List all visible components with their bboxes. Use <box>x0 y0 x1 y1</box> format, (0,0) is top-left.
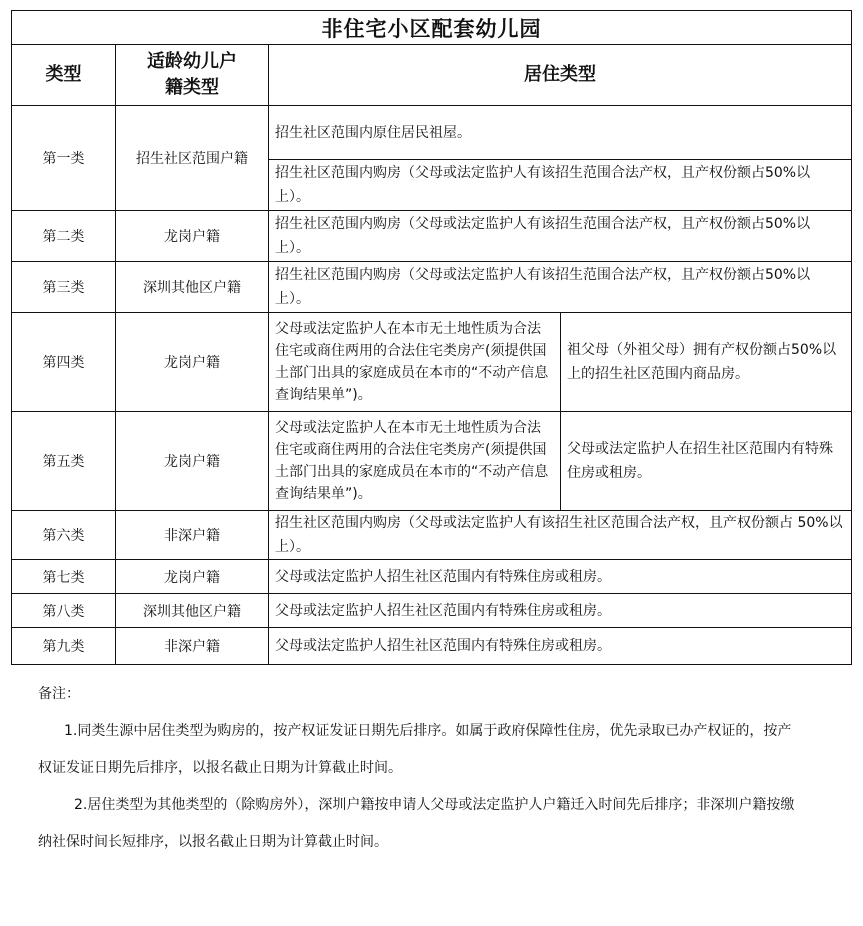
category-cell: 第四类 <box>12 313 116 412</box>
table-title: 非住宅小区配套幼儿园 <box>12 11 852 45</box>
hukou-cell: 深圳其他区户籍 <box>116 594 269 628</box>
hukou-cell: 龙岗户籍 <box>116 412 269 511</box>
hukou-cell: 深圳其他区户籍 <box>116 262 269 313</box>
residence-cell: 父母或法定监护人招生社区范围内有特殊住房或租房。 <box>269 594 852 628</box>
hukou-cell: 非深户籍 <box>116 511 269 560</box>
residence-cell: 招生社区范围内购房（父母或法定监护人有该招生范围合法产权，且产权份额占50%以上）。 <box>269 160 852 211</box>
header-hukou <box>116 45 269 106</box>
table-row <box>12 560 852 594</box>
table-row <box>12 511 852 560</box>
hukou-cell: 龙岗户籍 <box>116 560 269 594</box>
category-cell: 第八类 <box>12 594 116 628</box>
note-item: 1.同类生源中居住类型为购房的，按产权证发证日期先后排序。如属于政府保障性住房，优先录取已办产权证的，按产权证发证日期先后排序，以报名截止日期为计算截止时间。 <box>38 723 792 776</box>
table-row <box>12 313 852 412</box>
hukou-cell: 龙岗户籍 <box>116 211 269 262</box>
residence-right-cell: 父母或法定监护人在招生社区范围内有特殊住房或租房。 <box>561 412 852 511</box>
category-cell: 第九类 <box>12 628 116 665</box>
header-hukou-text: 适龄幼儿户籍类型 <box>147 51 237 98</box>
hukou-cell: 非深户籍 <box>116 628 269 665</box>
table-row <box>12 628 852 665</box>
header-residence: 居住类型 <box>269 45 852 106</box>
admission-table <box>11 10 852 665</box>
residence-cell: 父母或法定监护人招生社区范围内有特殊住房或租房。 <box>269 560 852 594</box>
residence-right-cell: 祖父母（外祖父母）拥有产权份额占50%以上的招生社区范围内商品房。 <box>561 313 852 412</box>
residence-left-cell: 父母或法定监护人在本市无土地性质为合法住宅或商住两用的合法住宅类房产(须提供国土部门出具的家庭成员在本市的“不动产信息查询结果单”)。 <box>269 412 561 511</box>
residence-left-cell: 父母或法定监护人在本市无土地性质为合法住宅或商住两用的合法住宅类房产(须提供国土部门出具的家庭成员在本市的“不动产信息查询结果单”)。 <box>269 313 561 412</box>
category-cell: 第三类 <box>12 262 116 313</box>
category-cell: 第五类 <box>12 412 116 511</box>
residence-cell: 父母或法定监护人招生社区范围内有特殊住房或租房。 <box>269 628 852 665</box>
category-cell: 第二类 <box>12 211 116 262</box>
header-type: 类型 <box>12 45 116 106</box>
notes-section <box>38 676 798 861</box>
table-row <box>12 106 852 160</box>
table-row <box>12 594 852 628</box>
hukou-cell: 招生社区范围户籍 <box>116 106 269 211</box>
table-row <box>12 262 852 313</box>
hukou-cell: 龙岗户籍 <box>116 313 269 412</box>
residence-cell: 招生社区范围内购房（父母或法定监护人有该招生范围合法产权，且产权份额占50%以上）。 <box>269 211 852 262</box>
category-cell: 第一类 <box>12 106 116 211</box>
note-item: 2.居住类型为其他类型的（除购房外），深圳户籍按申请人父母或法定监护人户籍迁入时间先后排序；非深圳户籍按缴纳社保时间长短排序，以报名截止日期为计算截止时间。 <box>38 797 795 850</box>
residence-cell: 招生社区范围内原住居民祖屋。 <box>269 106 852 160</box>
residence-cell: 招生社区范围内购房（父母或法定监护人有该招生社区范围合法产权，且产权份额占 50%以上）。 <box>269 511 852 560</box>
category-cell: 第六类 <box>12 511 116 560</box>
header-row <box>12 45 852 106</box>
notes-heading: 备注： <box>38 686 80 702</box>
title-row <box>12 11 852 45</box>
residence-cell: 招生社区范围内购房（父母或法定监护人有该招生范围合法产权，且产权份额占50%以上）。 <box>269 262 852 313</box>
category-cell: 第七类 <box>12 560 116 594</box>
table-row <box>12 211 852 262</box>
table-row <box>12 412 852 511</box>
